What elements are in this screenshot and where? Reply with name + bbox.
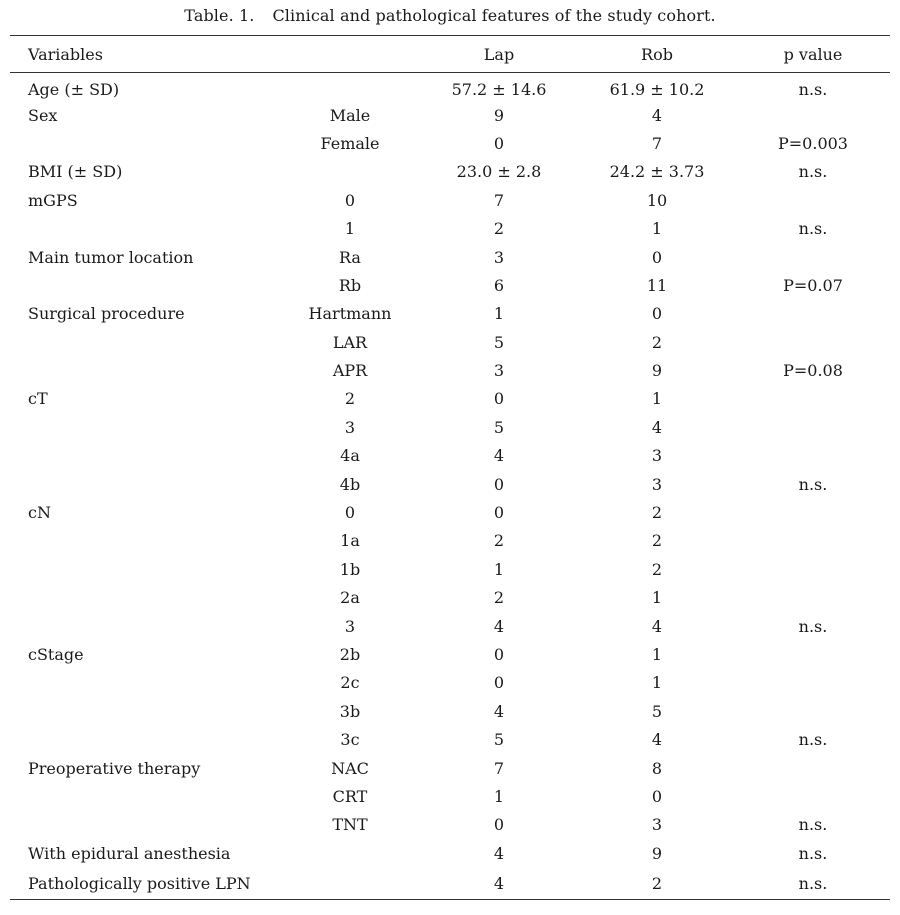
cell-p-value xyxy=(736,782,890,810)
table-row xyxy=(10,328,890,356)
cell-lap: 0 xyxy=(493,815,505,835)
header-lap: Lap xyxy=(420,36,578,73)
cell-p-value: n.s. xyxy=(798,730,828,750)
table-header xyxy=(10,36,890,73)
cell-subcategory: 3b xyxy=(339,701,361,721)
cell-subcategory: 4b xyxy=(339,474,361,494)
cell-variable xyxy=(10,442,280,470)
cell-subcategory: Rb xyxy=(338,275,362,295)
table-row xyxy=(10,101,890,129)
cell-p-value xyxy=(736,243,890,271)
table-row xyxy=(10,442,890,470)
cell-p-value xyxy=(736,385,890,413)
cell-variable: Pathologically positive LPN xyxy=(10,867,280,899)
cell-p-value xyxy=(736,101,890,129)
table-row xyxy=(10,725,890,753)
cell-p-value xyxy=(736,186,890,214)
cell-variable: cT xyxy=(28,389,48,409)
table-row xyxy=(10,867,890,899)
table-row xyxy=(10,498,890,526)
cell-p-value: n.s. xyxy=(798,80,828,100)
cell-rob: 4 xyxy=(651,105,663,125)
cell-subcategory: 1 xyxy=(344,219,356,239)
table-row xyxy=(10,669,890,697)
cell-subcategory: 0 xyxy=(344,503,356,523)
cell-rob: 4 xyxy=(651,417,663,437)
cell-variable xyxy=(10,725,280,753)
cell-variable xyxy=(10,470,280,498)
cell-variable: BMI (± SD) xyxy=(28,162,123,182)
cell-lap: 4 xyxy=(493,843,505,863)
table-caption-label: Table. 1. xyxy=(184,6,255,25)
cell-p-value: n.s. xyxy=(798,219,828,239)
table-row xyxy=(10,385,890,413)
cell-rob: 11 xyxy=(646,275,668,295)
cell-subcategory: Ra xyxy=(339,247,361,267)
cell-rob: 61.9 ± 10.2 xyxy=(609,80,705,100)
cell-lap: 5 xyxy=(493,730,505,750)
table-body xyxy=(10,73,890,900)
table-row xyxy=(10,356,890,384)
cell-subcategory: 2c xyxy=(340,673,360,693)
cell-lap: 4 xyxy=(420,867,578,899)
cell-lap: 4 xyxy=(493,446,505,466)
cell-p-value xyxy=(736,300,890,328)
cell-rob: 9 xyxy=(651,843,663,863)
cell-p-value: n.s. xyxy=(798,474,828,494)
cell-p-value: n.s. xyxy=(798,616,828,636)
cell-variable: Surgical procedure xyxy=(28,304,185,324)
cell-variable xyxy=(10,782,280,810)
cell-p-value: n.s. xyxy=(798,815,828,835)
cell-subcategory xyxy=(280,73,420,101)
cell-subcategory: TNT xyxy=(332,815,368,835)
cell-variable xyxy=(10,527,280,555)
cell-rob: 8 xyxy=(651,758,663,778)
table-row xyxy=(10,129,890,157)
cell-variable: Sex xyxy=(28,105,58,125)
cell-p-value: n.s. xyxy=(798,162,828,182)
cell-subcategory xyxy=(280,839,420,867)
table-row xyxy=(10,470,890,498)
cohort-table xyxy=(10,35,890,900)
cell-subcategory: 3 xyxy=(344,616,356,636)
cell-p-value xyxy=(736,669,890,697)
table-row xyxy=(10,300,890,328)
cell-p-value xyxy=(736,413,890,441)
cell-rob: 4 xyxy=(651,730,663,750)
cell-variable xyxy=(10,555,280,583)
table-row xyxy=(10,782,890,810)
cell-subcategory xyxy=(280,158,420,186)
cell-lap: 4 xyxy=(493,701,505,721)
table-row xyxy=(10,612,890,640)
cell-subcategory: 2a xyxy=(340,588,360,608)
cell-lap: 2 xyxy=(493,531,505,551)
cell-rob: 2 xyxy=(578,867,736,899)
cell-variable: cN xyxy=(28,503,51,523)
cell-variable xyxy=(10,129,280,157)
cell-lap: 7 xyxy=(493,190,505,210)
cell-lap: 2 xyxy=(493,219,505,239)
cell-p-value: P=0.07 xyxy=(783,275,843,295)
header-p-value: p value xyxy=(736,36,890,73)
cell-lap: 0 xyxy=(493,503,505,523)
cell-lap: 3 xyxy=(493,361,505,381)
header-variables: Variables xyxy=(10,36,280,73)
cell-p-value xyxy=(736,584,890,612)
cell-variable xyxy=(10,811,280,839)
cell-variable xyxy=(10,214,280,242)
cell-p-value: P=0.08 xyxy=(783,361,843,381)
table-caption xyxy=(0,5,900,27)
cell-variable: With epidural anesthesia xyxy=(28,843,231,863)
cell-rob: 0 xyxy=(651,304,663,324)
cell-rob: 3 xyxy=(651,446,663,466)
cell-lap: 0 xyxy=(493,645,505,664)
cell-rob: 1 xyxy=(651,588,663,608)
cell-variable xyxy=(10,271,280,299)
cell-variable: cStage xyxy=(28,645,84,664)
table-row xyxy=(10,697,890,725)
cell-rob: 0 xyxy=(651,247,663,267)
cell-p-value: n.s. xyxy=(736,867,890,899)
cell-p-value: n.s. xyxy=(798,843,828,863)
cell-lap: 57.2 ± 14.6 xyxy=(451,80,547,100)
table-row xyxy=(10,640,890,668)
table-row xyxy=(10,555,890,583)
table-row xyxy=(10,811,890,839)
cell-rob: 4 xyxy=(651,616,663,636)
cell-rob: 2 xyxy=(651,332,663,352)
header-row xyxy=(10,36,890,73)
table-row xyxy=(10,186,890,214)
table-row xyxy=(10,214,890,242)
cell-p-value xyxy=(736,697,890,725)
cell-variable: mGPS xyxy=(28,190,78,210)
cell-lap: 23.0 ± 2.8 xyxy=(456,162,542,182)
cell-subcategory: Hartmann xyxy=(308,304,392,324)
cell-lap: 9 xyxy=(493,105,505,125)
cell-lap: 0 xyxy=(493,389,505,409)
cell-p-value xyxy=(736,640,890,668)
cell-subcategory: 3 xyxy=(344,417,356,437)
cell-subcategory: 1b xyxy=(339,559,361,579)
cell-subcategory: 4a xyxy=(340,446,360,466)
cell-subcategory: 1a xyxy=(340,531,360,551)
cell-p-value xyxy=(736,442,890,470)
cell-p-value xyxy=(736,527,890,555)
cell-variable: Age (± SD) xyxy=(28,80,120,100)
cell-p-value xyxy=(736,555,890,583)
cell-p-value xyxy=(736,498,890,526)
cell-rob: 1 xyxy=(651,389,663,409)
cell-p-value: P=0.003 xyxy=(778,133,848,153)
cell-rob: 1 xyxy=(651,673,663,693)
cell-variable xyxy=(10,413,280,441)
cell-lap: 1 xyxy=(493,786,505,806)
cell-rob: 3 xyxy=(651,815,663,835)
cell-lap: 5 xyxy=(493,332,505,352)
cell-variable xyxy=(10,584,280,612)
cell-lap: 0 xyxy=(493,474,505,494)
cell-variable xyxy=(10,669,280,697)
cell-rob: 0 xyxy=(651,786,663,806)
cell-lap: 6 xyxy=(493,275,505,295)
table-row xyxy=(10,243,890,271)
header-subcategory xyxy=(280,36,420,73)
table-row xyxy=(10,73,890,101)
cell-subcategory: 3c xyxy=(340,730,360,750)
cell-rob: 9 xyxy=(651,361,663,381)
cell-rob: 2 xyxy=(651,503,663,523)
cell-rob: 2 xyxy=(651,531,663,551)
cell-rob: 2 xyxy=(651,559,663,579)
cell-subcategory: Male xyxy=(329,105,371,125)
cell-subcategory: NAC xyxy=(331,758,369,778)
cell-subcategory: APR xyxy=(332,361,368,381)
cell-subcategory: 2b xyxy=(339,645,361,664)
table-row xyxy=(10,158,890,186)
cell-lap: 0 xyxy=(493,133,505,153)
cell-lap: 1 xyxy=(493,559,505,579)
cell-lap: 7 xyxy=(493,758,505,778)
table-row xyxy=(10,754,890,782)
header-rob: Rob xyxy=(578,36,736,73)
cell-lap: 4 xyxy=(493,616,505,636)
table-row xyxy=(10,584,890,612)
cell-lap: 1 xyxy=(493,304,505,324)
table-row xyxy=(10,413,890,441)
cell-rob: 3 xyxy=(651,474,663,494)
cohort-table-wrapper xyxy=(10,35,890,900)
table-row xyxy=(10,271,890,299)
cell-subcategory xyxy=(280,867,420,899)
cell-rob: 1 xyxy=(651,219,663,239)
cell-variable xyxy=(10,697,280,725)
cell-lap: 3 xyxy=(493,247,505,267)
cell-subcategory: 2 xyxy=(344,389,356,409)
cell-variable xyxy=(10,612,280,640)
cell-rob: 24.2 ± 3.73 xyxy=(609,162,705,182)
cell-variable: Main tumor location xyxy=(28,247,194,267)
table-caption-text: Clinical and pathological features of the study cohort. xyxy=(272,6,716,25)
cell-rob: 10 xyxy=(646,190,668,210)
cell-rob: 7 xyxy=(651,133,663,153)
cell-subcategory: Female xyxy=(320,133,380,153)
cell-rob: 5 xyxy=(651,701,663,721)
table-row xyxy=(10,527,890,555)
cell-variable xyxy=(10,356,280,384)
cell-rob: 1 xyxy=(651,645,663,664)
cell-subcategory: 0 xyxy=(344,190,356,210)
cell-p-value xyxy=(736,328,890,356)
cell-lap: 2 xyxy=(493,588,505,608)
cell-p-value xyxy=(736,754,890,782)
cell-lap: 0 xyxy=(493,673,505,693)
cell-subcategory: CRT xyxy=(332,786,368,806)
cell-variable xyxy=(10,328,280,356)
cell-variable: Preoperative therapy xyxy=(28,758,201,778)
table-row xyxy=(10,839,890,867)
cell-subcategory: LAR xyxy=(332,332,368,352)
cell-lap: 5 xyxy=(493,417,505,437)
